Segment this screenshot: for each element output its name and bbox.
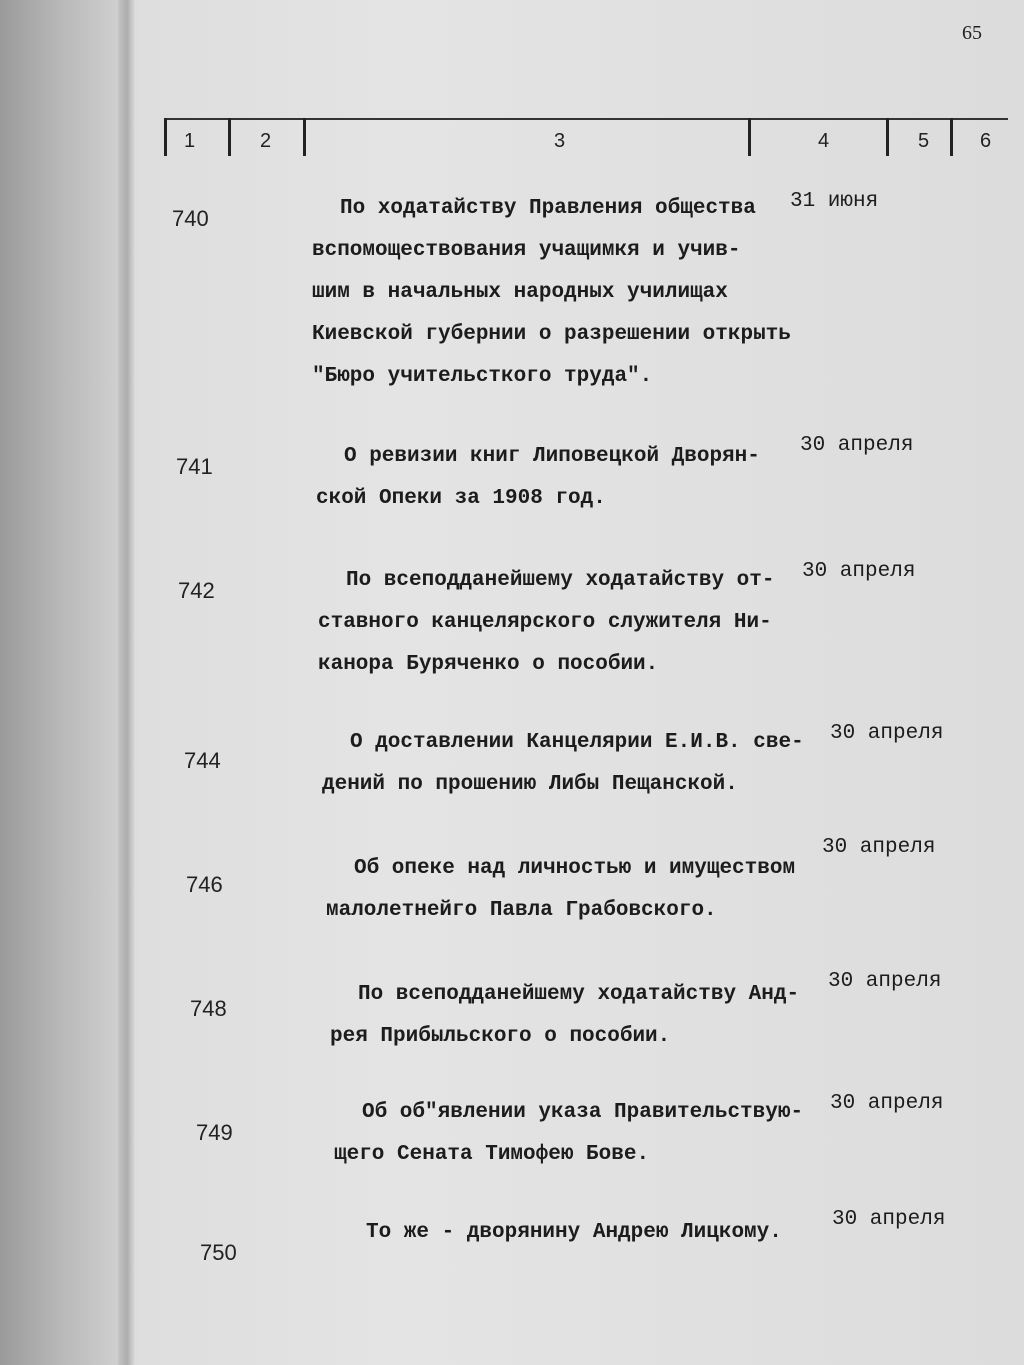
entry-date: 31 июня [790, 190, 879, 213]
entry-number: 741 [176, 454, 213, 479]
column-separator [303, 118, 306, 156]
entry-date: 30 апреля [802, 560, 916, 583]
entry-line: шим в начальных народных училищах [312, 281, 728, 304]
binding-fold [118, 0, 136, 1365]
entry-line: рея Прибыльского о пособии. [330, 1025, 671, 1048]
entry-line: Об об"явлении указа Правительствую- [362, 1101, 804, 1124]
column-label-1: 1 [184, 130, 196, 152]
entry-date: 30 апреля [828, 970, 942, 993]
entry-line: дений по прошению Либы Пещанской. [322, 773, 738, 796]
entry-line: щего Сената Тимофею Бове. [334, 1143, 650, 1166]
entry-date: 30 апреля [822, 836, 936, 859]
header-rule [164, 118, 1008, 120]
entry-number: 742 [178, 578, 215, 603]
entry-date: 30 апреля [830, 722, 944, 745]
entry-number: 746 [186, 872, 223, 897]
entry-text [326, 848, 795, 932]
column-separator [228, 118, 231, 156]
entry-line: малолетнейго Павла Грабовского. [326, 899, 717, 922]
entry-number: 750 [200, 1240, 237, 1265]
entry-date: 30 апреля [830, 1092, 944, 1115]
entry-line: По всеподданейшему ходатайству Анд- [358, 983, 800, 1006]
entry-text [338, 1212, 782, 1254]
entry-line: О ревизии книг Липовецкой Дворян- [344, 445, 760, 468]
column-separator [886, 118, 889, 156]
column-separator [164, 118, 167, 156]
entry-text [318, 560, 774, 686]
entry-line: ставного канцелярского служителя Ни- [318, 611, 772, 634]
entry-text [330, 974, 799, 1058]
entry-line: О доставлении Канцелярии Е.И.В. све- [350, 731, 804, 754]
column-label-4: 4 [818, 130, 830, 152]
entry-line: канора Буряченко о пособии. [318, 653, 659, 676]
column-label-5: 5 [918, 130, 930, 152]
entry-line: По ходатайству Правления общества [340, 197, 756, 220]
column-separator [748, 118, 751, 156]
entry-number: 740 [172, 206, 209, 231]
entry-number: 748 [190, 996, 227, 1021]
entry-date: 30 апреля [832, 1208, 946, 1231]
entry-text [316, 436, 760, 520]
entry-line: ской Опеки за 1908 год. [316, 487, 606, 510]
column-label-3: 3 [554, 130, 566, 152]
entry-line: "Бюро учительсткого труда". [312, 365, 653, 388]
entry-line: Об опеке над личностью и имуществом [354, 857, 796, 880]
column-label-2: 2 [260, 130, 272, 152]
entry-number: 744 [184, 748, 221, 773]
column-header-row [164, 118, 1008, 158]
entry-line: То же - дворянину Андрею Лицкому. [366, 1221, 782, 1244]
page-number: 65 [962, 22, 982, 44]
entry-number: 749 [196, 1120, 233, 1145]
entry-date: 30 апреля [800, 434, 914, 457]
column-separator [950, 118, 953, 156]
entry-line: вспомоществования учащимкя и учив- [312, 239, 741, 262]
entry-text [334, 1092, 803, 1176]
entry-text [312, 188, 791, 398]
column-label-6: 6 [980, 130, 992, 152]
entry-line: По всеподданейшему ходатайству от- [346, 569, 775, 592]
entry-line: Киевской губернии о разрешении открыть [312, 323, 791, 346]
entry-text [322, 722, 804, 806]
